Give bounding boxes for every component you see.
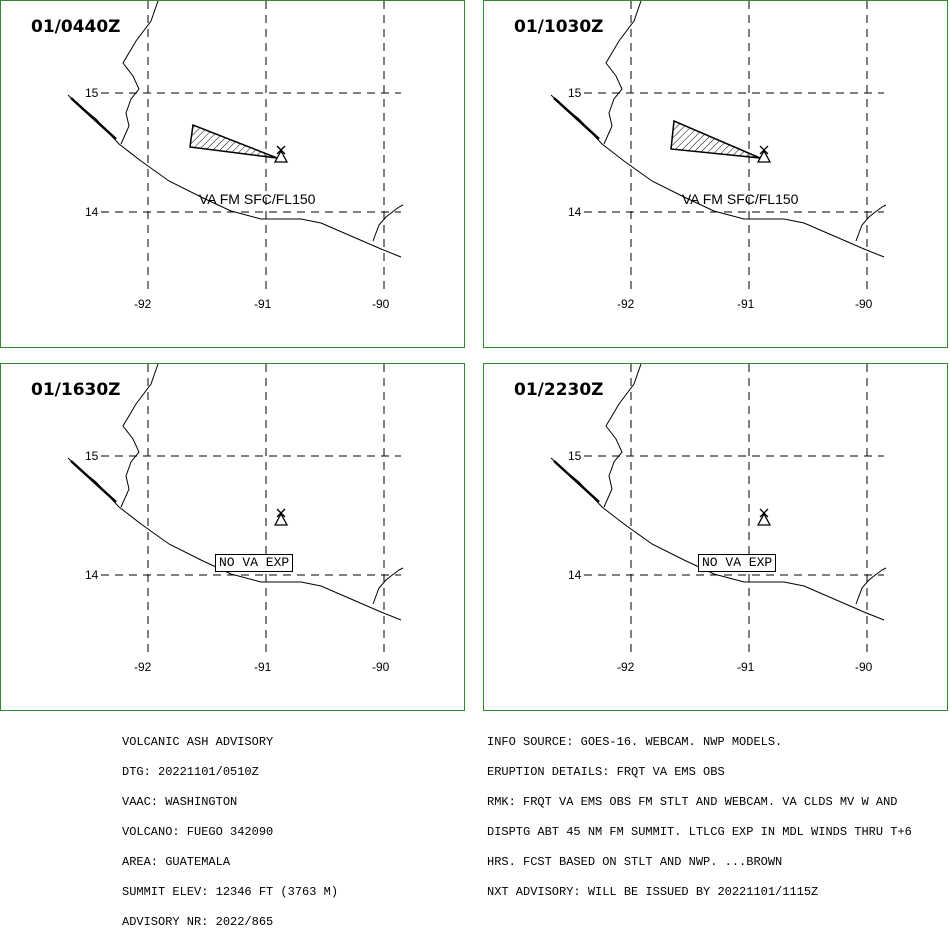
lon-label-92: -92 bbox=[617, 297, 635, 311]
ash-polygon bbox=[671, 121, 760, 158]
lon-label-92: -92 bbox=[134, 660, 152, 674]
lon-label-92: -92 bbox=[617, 660, 635, 674]
volcano-icon bbox=[275, 146, 287, 162]
advisory-line: DISPTG ABT 45 NM FM SUMMIT. LTLCG EXP IN MDL WINDS THRU T+6 bbox=[487, 825, 912, 839]
panel-time-title: 01/0440Z bbox=[31, 17, 121, 37]
panel-time-title: 01/1630Z bbox=[31, 380, 121, 400]
no-ash-box: NO VA EXP bbox=[698, 554, 776, 572]
ash-polygon bbox=[190, 125, 277, 158]
advisory-line: HRS. FCST BASED ON STLT AND NWP. ...BROWN bbox=[487, 855, 783, 869]
advisory-line: INFO SOURCE: GOES-16. WEBCAM. NWP MODELS. bbox=[487, 735, 783, 749]
lon-label-90: -90 bbox=[855, 660, 873, 674]
ash-label: VA FM SFC/FL150 bbox=[199, 191, 316, 207]
lat-label-15: 15 bbox=[85, 86, 99, 100]
lat-label-14: 14 bbox=[85, 568, 99, 582]
advisory-line: ERUPTION DETAILS: FRQT VA EMS OBS bbox=[487, 765, 725, 779]
advisory-line: VAAC: WASHINGTON bbox=[122, 795, 238, 809]
lon-label-90: -90 bbox=[372, 660, 390, 674]
no-ash-box: NO VA EXP bbox=[215, 554, 293, 572]
advisory-line: VOLCANO: FUEGO 342090 bbox=[122, 825, 274, 839]
lon-label-91: -91 bbox=[254, 297, 272, 311]
lon-label-90: -90 bbox=[372, 297, 390, 311]
map-panel-2 bbox=[483, 0, 948, 348]
volcano-icon bbox=[758, 146, 770, 162]
advisory-line: DTG: 20221101/0510Z bbox=[122, 765, 259, 779]
advisory-line: SUMMIT ELEV: 12346 FT (3763 M) bbox=[122, 885, 339, 899]
lon-label-92: -92 bbox=[134, 297, 152, 311]
panel-time-title: 01/2230Z bbox=[514, 380, 604, 400]
coastline bbox=[68, 364, 403, 620]
lat-label-14: 14 bbox=[568, 568, 582, 582]
lat-label-14: 14 bbox=[85, 205, 99, 219]
coastline bbox=[68, 1, 403, 257]
advisory-header-block bbox=[122, 717, 338, 937]
map-canvas bbox=[1, 364, 465, 711]
volcano-icon bbox=[758, 509, 770, 525]
ash-label: VA FM SFC/FL150 bbox=[682, 191, 799, 207]
graticule bbox=[101, 1, 401, 291]
panel-time-title: 01/1030Z bbox=[514, 17, 604, 37]
graticule bbox=[101, 364, 401, 654]
lon-label-90: -90 bbox=[855, 297, 873, 311]
lat-label-15: 15 bbox=[85, 449, 99, 463]
advisory-line: ADVISORY NR: 2022/865 bbox=[122, 915, 274, 929]
advisory-line: VOLCANIC ASH ADVISORY bbox=[122, 735, 274, 749]
lat-label-14: 14 bbox=[568, 205, 582, 219]
volcano-icon bbox=[275, 509, 287, 525]
map-canvas bbox=[484, 1, 948, 348]
map-canvas bbox=[1, 1, 465, 348]
advisory-line: AREA: GUATEMALA bbox=[122, 855, 231, 869]
lon-label-91: -91 bbox=[737, 660, 755, 674]
map-canvas bbox=[484, 364, 948, 711]
advisory-line: NXT ADVISORY: WILL BE ISSUED BY 20221101/1115Z bbox=[487, 885, 819, 899]
map-panel-1 bbox=[0, 0, 465, 348]
lon-label-91: -91 bbox=[737, 297, 755, 311]
coastline bbox=[551, 1, 886, 257]
lat-label-15: 15 bbox=[568, 449, 582, 463]
coastline bbox=[551, 364, 886, 620]
map-panel-3 bbox=[0, 363, 465, 711]
graticule bbox=[584, 364, 884, 654]
advisory-line: RMK: FRQT VA EMS OBS FM STLT AND WEBCAM. VA CLDS MV W AND bbox=[487, 795, 898, 809]
map-panel-4 bbox=[483, 363, 948, 711]
advisory-details-block bbox=[487, 717, 912, 907]
lat-label-15: 15 bbox=[568, 86, 582, 100]
lon-label-91: -91 bbox=[254, 660, 272, 674]
